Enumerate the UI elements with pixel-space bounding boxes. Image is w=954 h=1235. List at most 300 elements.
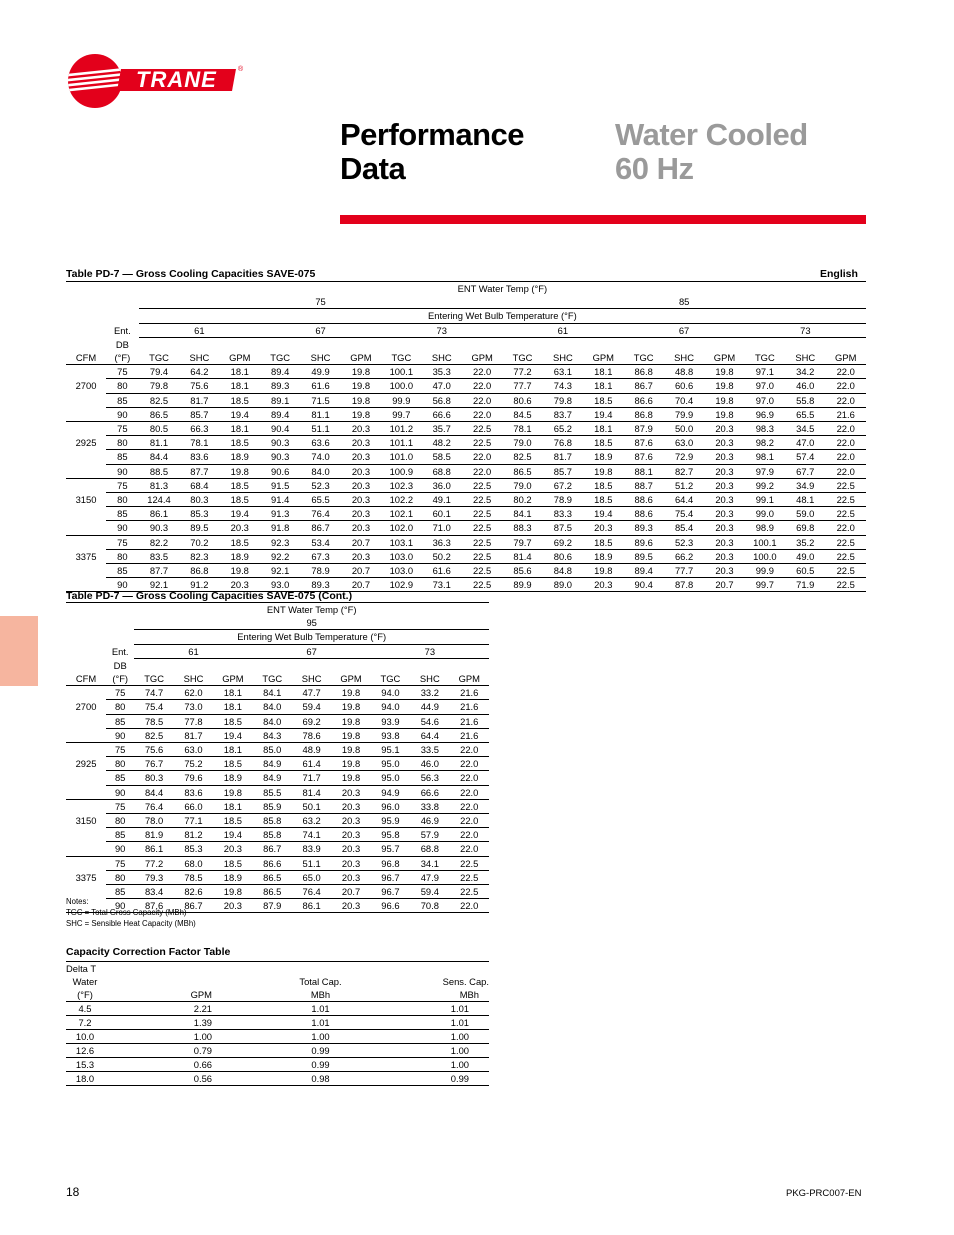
notes <box>66 896 196 929</box>
note-line: TGC = Total Gross Capacity (MBh) <box>66 908 187 917</box>
cfm-cell <box>66 365 106 379</box>
capacity-value: 77.7 <box>664 564 704 578</box>
capacity-value: 34.2 <box>785 365 825 379</box>
capacity-value: 71.0 <box>422 521 462 535</box>
capacity-value: 19.8 <box>341 407 381 421</box>
ent-water-label: ENT Water Temp (°F) <box>457 283 548 294</box>
table-row <box>66 493 866 507</box>
capacity-value: 20.3 <box>704 535 744 549</box>
note-line: SHC = Sensible Heat Capacity (MBh) <box>66 919 196 928</box>
capacity-value: 59.4 <box>410 885 449 899</box>
table-row <box>66 549 866 563</box>
capacity-value: 19.4 <box>583 407 623 421</box>
section-tab <box>0 616 38 686</box>
capacity-value: 19.4 <box>213 828 252 842</box>
capacity-value: 66.3 <box>179 422 219 436</box>
cfm-cell <box>66 842 106 856</box>
capacity-value: 19.4 <box>583 507 623 521</box>
capacity-value: 86.5 <box>502 464 542 478</box>
table-row <box>66 507 866 521</box>
capacity-value: 77.1 <box>174 814 213 828</box>
cfm-value: 3150 <box>75 815 97 827</box>
capacity-value: 19.8 <box>583 564 623 578</box>
page-title-line2: Data <box>340 151 406 186</box>
capacity-value: 22.0 <box>825 521 866 535</box>
capacity-value: 22.5 <box>450 856 489 870</box>
capacity-value: 86.8 <box>623 407 663 421</box>
sens-cap-factor: 1.01 <box>450 1017 469 1028</box>
capacity-value: 19.8 <box>331 700 370 714</box>
db-value: 90 <box>106 842 134 856</box>
metric-header: TGC <box>144 673 164 684</box>
gpm-factor: 1.00 <box>193 1031 212 1042</box>
db-value: 85 <box>106 393 139 407</box>
capacity-value: 96.7 <box>371 885 410 899</box>
table-row <box>66 393 866 407</box>
capacity-value: 75.4 <box>134 700 173 714</box>
capacity-value: 18.1 <box>583 365 623 379</box>
capacity-value: 18.5 <box>220 393 260 407</box>
db-value: 90 <box>106 464 139 478</box>
capacity-value: 85.0 <box>253 743 292 757</box>
capacity-value: 85.4 <box>664 521 704 535</box>
capacity-value: 63.0 <box>664 436 704 450</box>
wet-bulb-value: 67 <box>623 323 744 337</box>
capacity-value: 100.1 <box>745 535 785 549</box>
capacity-value: 86.1 <box>139 507 179 521</box>
cfm-cell <box>66 828 106 842</box>
capacity-value: 19.8 <box>213 785 252 799</box>
capacity-value: 78.5 <box>134 714 173 728</box>
page-title <box>340 118 524 186</box>
capacity-value: 20.3 <box>704 521 744 535</box>
capacity-value: 19.8 <box>220 464 260 478</box>
capacity-value: 22.0 <box>450 842 489 856</box>
capacity-value: 85.7 <box>543 464 583 478</box>
capacity-value: 34.5 <box>785 422 825 436</box>
metric-header: GPM <box>350 352 372 363</box>
capacity-value: 22.5 <box>450 870 489 884</box>
cfm-cell <box>66 422 106 436</box>
performance-table <box>66 281 866 592</box>
water-temp-header: 75 <box>139 295 503 309</box>
capacity-value: 96.8 <box>371 856 410 870</box>
table-row <box>66 1016 489 1030</box>
capacity-value: 91.5 <box>260 478 300 492</box>
table-row <box>66 464 866 478</box>
capacity-value: 18.1 <box>220 422 260 436</box>
capacity-value: 88.6 <box>623 507 663 521</box>
capacity-value: 18.5 <box>213 757 252 771</box>
capacity-value: 85.6 <box>502 564 542 578</box>
capacity-value: 100.1 <box>381 365 421 379</box>
metric-header: SHC <box>189 352 210 363</box>
wet-bulb-label: Entering Wet Bulb Temperature (°F) <box>139 309 866 323</box>
capacity-value: 18.5 <box>583 436 623 450</box>
capacity-value: 18.1 <box>213 743 252 757</box>
capacity-value: 78.5 <box>174 870 213 884</box>
capacity-value: 65.2 <box>543 422 583 436</box>
table-row <box>66 521 866 535</box>
capacity-value: 22.0 <box>450 899 489 913</box>
capacity-value: 22.0 <box>450 799 489 813</box>
capacity-value: 36.0 <box>422 478 462 492</box>
capacity-value: 91.8 <box>260 521 300 535</box>
document-id: PKG-PRC007-EN <box>786 1188 862 1199</box>
capacity-value: 93.9 <box>371 714 410 728</box>
capacity-value: 69.8 <box>785 521 825 535</box>
ccf-header-delta: Delta T <box>66 963 97 974</box>
capacity-value: 76.7 <box>134 757 173 771</box>
capacity-value: 84.8 <box>543 564 583 578</box>
capacity-value: 22.0 <box>825 436 866 450</box>
capacity-value: 86.6 <box>623 393 663 407</box>
capacity-value: 90.4 <box>623 578 663 592</box>
capacity-value: 92.1 <box>260 564 300 578</box>
cfm-value: 3375 <box>75 550 97 562</box>
capacity-value: 96.6 <box>371 899 410 913</box>
capacity-value: 93.8 <box>371 728 410 742</box>
capacity-value: 48.2 <box>422 436 462 450</box>
capacity-value: 102.1 <box>381 507 421 521</box>
capacity-value: 64.4 <box>410 728 449 742</box>
capacity-value: 20.3 <box>331 828 370 842</box>
capacity-value: 22.5 <box>462 507 502 521</box>
cfm-cell <box>66 407 106 421</box>
capacity-value: 99.9 <box>745 564 785 578</box>
capacity-value: 20.7 <box>341 564 381 578</box>
correction-table <box>66 961 489 1086</box>
ccf-header-sens: MBh <box>459 989 479 1000</box>
capacity-value: 90.6 <box>260 464 300 478</box>
capacity-value: 48.1 <box>785 493 825 507</box>
capacity-value: 89.3 <box>260 379 300 393</box>
units-label: English <box>820 268 858 280</box>
capacity-value: 84.4 <box>134 785 173 799</box>
capacity-value: 22.0 <box>450 785 489 799</box>
capacity-value: 78.6 <box>292 728 331 742</box>
capacity-value: 18.5 <box>583 393 623 407</box>
capacity-value: 83.5 <box>139 549 179 563</box>
capacity-value: 63.6 <box>300 436 340 450</box>
capacity-value: 81.9 <box>134 828 173 842</box>
capacity-value: 60.5 <box>785 564 825 578</box>
capacity-value: 20.3 <box>341 422 381 436</box>
capacity-value: 20.3 <box>704 564 744 578</box>
wet-bulb-value: 67 <box>253 644 371 658</box>
capacity-value: 99.7 <box>381 407 421 421</box>
capacity-value: 88.6 <box>623 493 663 507</box>
capacity-value: 18.5 <box>220 478 260 492</box>
capacity-value: 79.4 <box>139 365 179 379</box>
metric-header: GPM <box>592 352 614 363</box>
table-row <box>66 1030 489 1044</box>
capacity-value: 20.3 <box>583 578 623 592</box>
title-rule <box>340 215 866 224</box>
capacity-value: 22.5 <box>462 549 502 563</box>
capacity-value: 50.2 <box>422 549 462 563</box>
total-cap-factor: 0.98 <box>311 1073 330 1084</box>
capacity-value: 22.5 <box>462 521 502 535</box>
db-value: 85 <box>106 564 139 578</box>
db-value: 75 <box>106 686 134 700</box>
wet-bulb-value: 61 <box>139 323 260 337</box>
capacity-value: 58.5 <box>422 450 462 464</box>
capacity-value: 80.3 <box>134 771 173 785</box>
capacity-value: 81.7 <box>179 393 219 407</box>
capacity-value: 22.5 <box>462 564 502 578</box>
db-value: 80 <box>106 493 139 507</box>
capacity-value: 70.4 <box>664 393 704 407</box>
capacity-value: 50.1 <box>292 799 331 813</box>
metric-header: GPM <box>340 673 362 684</box>
capacity-value: 20.3 <box>704 493 744 507</box>
metric-header: GPM <box>458 673 480 684</box>
capacity-value: 93.0 <box>260 578 300 592</box>
capacity-value: 47.0 <box>785 436 825 450</box>
capacity-value: 22.5 <box>825 564 866 578</box>
capacity-value: 99.0 <box>745 507 785 521</box>
capacity-value: 86.6 <box>253 856 292 870</box>
capacity-value: 19.4 <box>220 507 260 521</box>
capacity-value: 34.1 <box>410 856 449 870</box>
capacity-value: 65.5 <box>785 407 825 421</box>
capacity-value: 67.2 <box>543 478 583 492</box>
metric-header: GPM <box>835 352 857 363</box>
capacity-value: 95.1 <box>371 743 410 757</box>
capacity-value: 20.3 <box>341 436 381 450</box>
db-value: 85 <box>106 771 134 785</box>
table-row <box>66 1072 489 1086</box>
capacity-value: 19.8 <box>331 771 370 785</box>
db-value: 90 <box>106 899 134 913</box>
table-row <box>66 700 489 714</box>
capacity-value: 66.6 <box>422 407 462 421</box>
db-value: 90 <box>106 785 134 799</box>
capacity-value: 22.0 <box>825 450 866 464</box>
table-row <box>66 478 866 492</box>
cfm-cell <box>66 464 106 478</box>
db-value: 75 <box>106 365 139 379</box>
ccf-header-total: MBh <box>310 989 331 1000</box>
capacity-value: 85.8 <box>253 828 292 842</box>
capacity-value: 83.6 <box>174 785 213 799</box>
capacity-value: 63.2 <box>292 814 331 828</box>
capacity-value: 86.8 <box>179 564 219 578</box>
capacity-value: 101.1 <box>381 436 421 450</box>
capacity-value: 18.1 <box>213 700 252 714</box>
capacity-value: 20.3 <box>704 464 744 478</box>
capacity-value: 18.1 <box>213 686 252 700</box>
table-row <box>66 535 866 549</box>
capacity-value: 95.0 <box>371 757 410 771</box>
capacity-value: 79.0 <box>502 436 542 450</box>
capacity-value: 21.6 <box>450 714 489 728</box>
capacity-value: 53.4 <box>300 535 340 549</box>
capacity-value: 100.9 <box>381 464 421 478</box>
cfm-cell <box>66 743 106 757</box>
table-row <box>66 1058 489 1072</box>
capacity-value: 88.1 <box>623 464 663 478</box>
metric-header: TGC <box>149 352 169 363</box>
capacity-value: 95.9 <box>371 814 410 828</box>
total-cap-factor: 1.01 <box>311 1017 330 1028</box>
table-row <box>66 436 866 450</box>
table-row <box>66 728 489 742</box>
capacity-value: 54.6 <box>410 714 449 728</box>
capacity-value: 76.4 <box>134 799 173 813</box>
db-value: 75 <box>106 856 134 870</box>
capacity-value: 92.1 <box>139 578 179 592</box>
capacity-value: 84.0 <box>253 700 292 714</box>
capacity-value: 70.8 <box>410 899 449 913</box>
capacity-value: 18.9 <box>213 870 252 884</box>
page-subtitle-line1: Water Cooled <box>615 117 808 152</box>
delta-t-value: 12.6 <box>75 1045 95 1056</box>
capacity-value: 20.7 <box>341 535 381 549</box>
capacity-value: 100.0 <box>381 379 421 393</box>
capacity-value: 22.5 <box>462 422 502 436</box>
table-row <box>66 799 489 813</box>
capacity-value: 18.9 <box>583 549 623 563</box>
capacity-value: 90.4 <box>260 422 300 436</box>
capacity-value: 63.0 <box>174 743 213 757</box>
capacity-value: 99.9 <box>381 393 421 407</box>
db-value: 85 <box>106 507 139 521</box>
capacity-value: 18.9 <box>220 549 260 563</box>
notes-heading: Notes: <box>66 897 89 906</box>
capacity-value: 78.9 <box>300 564 340 578</box>
sens-cap-factor: 0.99 <box>450 1073 469 1084</box>
capacity-value: 20.3 <box>704 549 744 563</box>
capacity-value: 84.1 <box>253 686 292 700</box>
capacity-value: 79.8 <box>139 379 179 393</box>
capacity-value: 81.7 <box>174 728 213 742</box>
capacity-value: 57.9 <box>410 828 449 842</box>
ccf-header-gpm: GPM <box>190 989 212 1000</box>
metric-header: SHC <box>795 352 816 363</box>
capacity-value: 18.5 <box>213 814 252 828</box>
total-cap-factor: 0.99 <box>311 1059 330 1070</box>
capacity-value: 79.8 <box>543 393 583 407</box>
ent-db-header: Ent. <box>114 324 131 336</box>
capacity-value: 19.8 <box>331 686 370 700</box>
capacity-value: 48.9 <box>292 743 331 757</box>
capacity-value: 21.6 <box>450 686 489 700</box>
brand-wordmark: TRANE <box>136 67 217 92</box>
capacity-value: 97.1 <box>745 365 785 379</box>
capacity-value: 102.9 <box>381 578 421 592</box>
capacity-value: 64.4 <box>664 493 704 507</box>
capacity-value: 79.3 <box>134 870 173 884</box>
capacity-value: 22.0 <box>450 771 489 785</box>
capacity-value: 78.1 <box>179 436 219 450</box>
metric-header: GPM <box>222 673 244 684</box>
cfm-cell <box>66 478 106 492</box>
table-row <box>66 870 489 884</box>
capacity-value: 67.3 <box>300 549 340 563</box>
capacity-value: 74.7 <box>134 686 173 700</box>
capacity-value: 18.9 <box>583 450 623 464</box>
capacity-value: 56.3 <box>410 771 449 785</box>
capacity-value: 33.5 <box>410 743 449 757</box>
delta-t-value: 4.5 <box>78 1003 92 1014</box>
capacity-value: 20.3 <box>220 578 260 592</box>
metric-header: TGC <box>380 673 401 684</box>
capacity-value: 35.7 <box>422 422 462 436</box>
capacity-value: 22.5 <box>450 885 489 899</box>
cfm-cell <box>66 785 106 799</box>
capacity-value: 86.8 <box>623 365 663 379</box>
capacity-value: 82.2 <box>139 535 179 549</box>
capacity-value: 87.7 <box>139 564 179 578</box>
capacity-value: 84.9 <box>253 757 292 771</box>
capacity-value: 84.5 <box>502 407 542 421</box>
capacity-value: 19.8 <box>331 757 370 771</box>
db-value: 75 <box>106 799 134 813</box>
capacity-value: 89.0 <box>543 578 583 592</box>
table-row <box>66 842 489 856</box>
capacity-value: 22.5 <box>825 549 866 563</box>
capacity-value: 22.5 <box>825 507 866 521</box>
capacity-value: 22.0 <box>825 379 866 393</box>
capacity-value: 20.3 <box>331 842 370 856</box>
correction-caption: Capacity Correction Factor Table <box>66 946 231 958</box>
delta-t-value: 18.0 <box>75 1073 95 1084</box>
capacity-value: 94.0 <box>371 700 410 714</box>
capacity-value: 89.4 <box>260 407 300 421</box>
capacity-value: 20.3 <box>341 450 381 464</box>
capacity-value: 18.1 <box>583 422 623 436</box>
cfm-cell <box>66 393 106 407</box>
capacity-value: 85.3 <box>174 842 213 856</box>
capacity-value: 97.0 <box>745 393 785 407</box>
capacity-value: 18.5 <box>583 478 623 492</box>
capacity-value: 33.2 <box>410 686 449 700</box>
metric-header: SHC <box>183 673 204 684</box>
capacity-value: 19.8 <box>704 393 744 407</box>
capacity-value: 84.0 <box>300 464 340 478</box>
capacity-value: 71.5 <box>300 393 340 407</box>
capacity-value: 19.8 <box>583 464 623 478</box>
capacity-value: 79.9 <box>664 407 704 421</box>
capacity-value: 49.0 <box>785 549 825 563</box>
total-cap-factor: 1.00 <box>311 1031 330 1042</box>
capacity-value: 20.3 <box>331 785 370 799</box>
capacity-value: 22.5 <box>825 578 866 592</box>
capacity-value: 81.3 <box>139 478 179 492</box>
capacity-value: 76.4 <box>292 885 331 899</box>
page-number: 18 <box>66 1185 80 1199</box>
capacity-value: 86.1 <box>292 899 331 913</box>
db-value: 80 <box>106 870 134 884</box>
capacity-value: 87.8 <box>664 578 704 592</box>
table-row <box>66 743 489 757</box>
capacity-value: 22.0 <box>825 464 866 478</box>
metric-header: SHC <box>310 352 331 363</box>
capacity-value: 82.6 <box>174 885 213 899</box>
capacity-value: 56.8 <box>422 393 462 407</box>
capacity-value: 80.3 <box>179 493 219 507</box>
db-value: 80 <box>106 757 134 771</box>
ent-db-header: DB <box>113 659 127 671</box>
table-row <box>66 407 866 421</box>
trane-logo <box>66 53 246 109</box>
metric-header: TGC <box>391 352 412 363</box>
table-row <box>66 422 866 436</box>
capacity-value: 95.0 <box>371 771 410 785</box>
db-value: 85 <box>106 885 134 899</box>
